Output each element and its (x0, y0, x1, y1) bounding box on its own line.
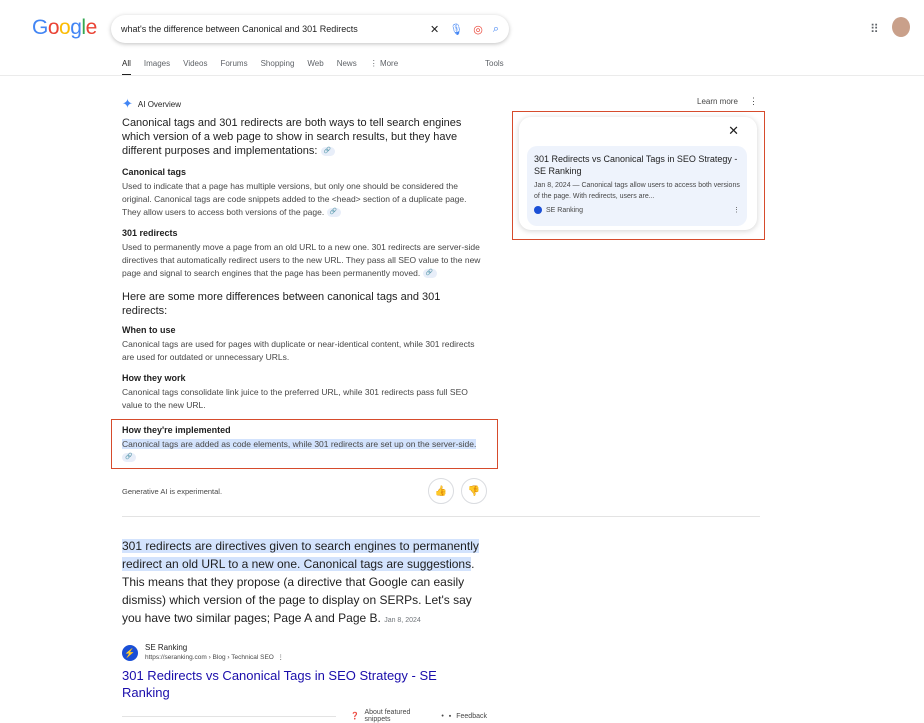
tab-forums[interactable]: Forums (220, 59, 248, 68)
mic-icon[interactable]: 🎙 (449, 23, 464, 36)
section-canonical: Canonical tags Used to indicate that a page has multiple versions, but only one should be considered the original. Canonical tags are code snippets added to the <head> section of a duplicate page. They allow users to access both versions of the page. 🔗 (122, 167, 467, 217)
search-box[interactable] (111, 15, 509, 43)
search-icon[interactable]: ⌕ (492, 22, 499, 35)
close-icon[interactable]: ✕ (728, 123, 739, 138)
more-differences-heading: Here are some more differences between canonical tags and 301 redirects: (122, 291, 441, 317)
tab-news[interactable]: News (336, 59, 357, 68)
seranking-icon (534, 206, 542, 214)
learn-more-link[interactable]: Learn more (697, 97, 738, 106)
link-icon[interactable]: 🔗 (122, 453, 136, 462)
divider (0, 75, 924, 76)
seranking-icon: ⚡ (122, 645, 138, 661)
tab-web[interactable]: Web (307, 59, 324, 68)
card-source: SE Ranking (546, 206, 583, 214)
thumbs-down-icon[interactable]: 👎 (461, 478, 487, 504)
divider (122, 716, 336, 717)
section-how-work: How they work Canonical tags consolidate link juice to the preferred URL, while 301 redirects pass full SEO value to the new URL. (122, 373, 468, 410)
search-input[interactable]: what's the difference between Canonical and 301 Redirects (121, 24, 358, 34)
apps-icon[interactable]: ⠿ (870, 22, 879, 36)
tab-more[interactable]: ⋮ More (369, 59, 399, 68)
about-snippets-link[interactable]: About featured snippets (364, 709, 411, 723)
footer-row: ❓ About featured snippets • ▪ Feedback (122, 709, 487, 723)
link-icon[interactable]: 🔗 (321, 147, 335, 156)
main-column (122, 116, 487, 723)
source-site[interactable]: SE Ranking (145, 643, 188, 652)
section-301: 301 redirects Used to permanently move a page from an old URL to a new one. 301 redirects are server-side directives that automatically redirect users to the new URL. They pass all SEO value to the new page and signal to search engines that the page has been permanently moved. 🔗 (122, 228, 481, 278)
result-title-link[interactable]: 301 Redirects vs Canonical Tags in SEO Strategy - SE Ranking (122, 668, 437, 700)
clear-icon[interactable]: ✕ (430, 23, 440, 36)
tab-shopping[interactable]: Shopping (260, 59, 295, 68)
help-icon: ❓ (350, 713, 360, 720)
link-icon[interactable]: 🔗 (423, 269, 437, 278)
tab-videos[interactable]: Videos (183, 59, 208, 68)
source-row (122, 642, 487, 663)
sparkle-icon: ✦ (122, 96, 133, 111)
ai-overview-header (122, 96, 181, 112)
more-options-icon[interactable]: ⋮ (733, 207, 740, 214)
tools-button[interactable]: Tools (485, 59, 504, 68)
lens-icon[interactable]: ◎ (473, 23, 483, 36)
avatar[interactable] (892, 17, 910, 37)
snippet-date: Jan 8, 2024 (384, 617, 421, 624)
section-implemented: How they're implemented Canonical tags are added as code elements, while 301 redirects are set up on the server-side. 🔗 (122, 424, 487, 464)
source-card-item[interactable] (527, 146, 747, 226)
disclaimer: Generative AI is experimental. (122, 486, 223, 496)
source-url[interactable]: https://seranking.com › Blog › Technical SEO ⋮ (145, 654, 284, 661)
google-logo[interactable]: Google (32, 16, 97, 39)
tab-all[interactable]: All (122, 59, 131, 76)
thumbs-up-icon[interactable]: 👍 (428, 478, 454, 504)
tab-images[interactable]: Images (143, 59, 171, 68)
more-options-icon[interactable]: ⋮ (749, 96, 758, 106)
ai-summary: Canonical tags and 301 redirects are both ways to tell search engines which version of a web page to show in search results, but they have different purposes and implementations: 🔗 (122, 117, 462, 157)
disclaimer-row (122, 478, 487, 504)
card-title[interactable]: 301 Redirects vs Canonical Tags in SEO Strategy - SE Ranking (534, 154, 738, 176)
search-tabs (122, 59, 411, 76)
feedback-icon: ▪ (448, 712, 452, 720)
feedback-link[interactable]: Feedback (456, 712, 487, 720)
section-when: When to use Canonical tags are used for pages with duplicate or near-identical content, while 301 redirects are used for outdated or unnecessary URLs. (122, 325, 475, 362)
card-snippet: Jan 8, 2024 — Canonical tags allow users to access both versions of the page. With redirects, users are... (534, 182, 740, 200)
link-icon[interactable]: 🔗 (327, 208, 341, 217)
ai-overview-title: AI Overview (137, 99, 182, 109)
divider (122, 516, 760, 517)
source-card (519, 117, 757, 230)
featured-snippet: 301 redirects are directives given to search engines to permanently redirect an old URL to a new one. Canonical tags are suggestions. This means that they propose (a directive that Google can easily dismiss) which version of the page to display on SERPs. Let's say you have two similar pages; Page A and Page B. Jan 8, 2024 (122, 539, 479, 625)
